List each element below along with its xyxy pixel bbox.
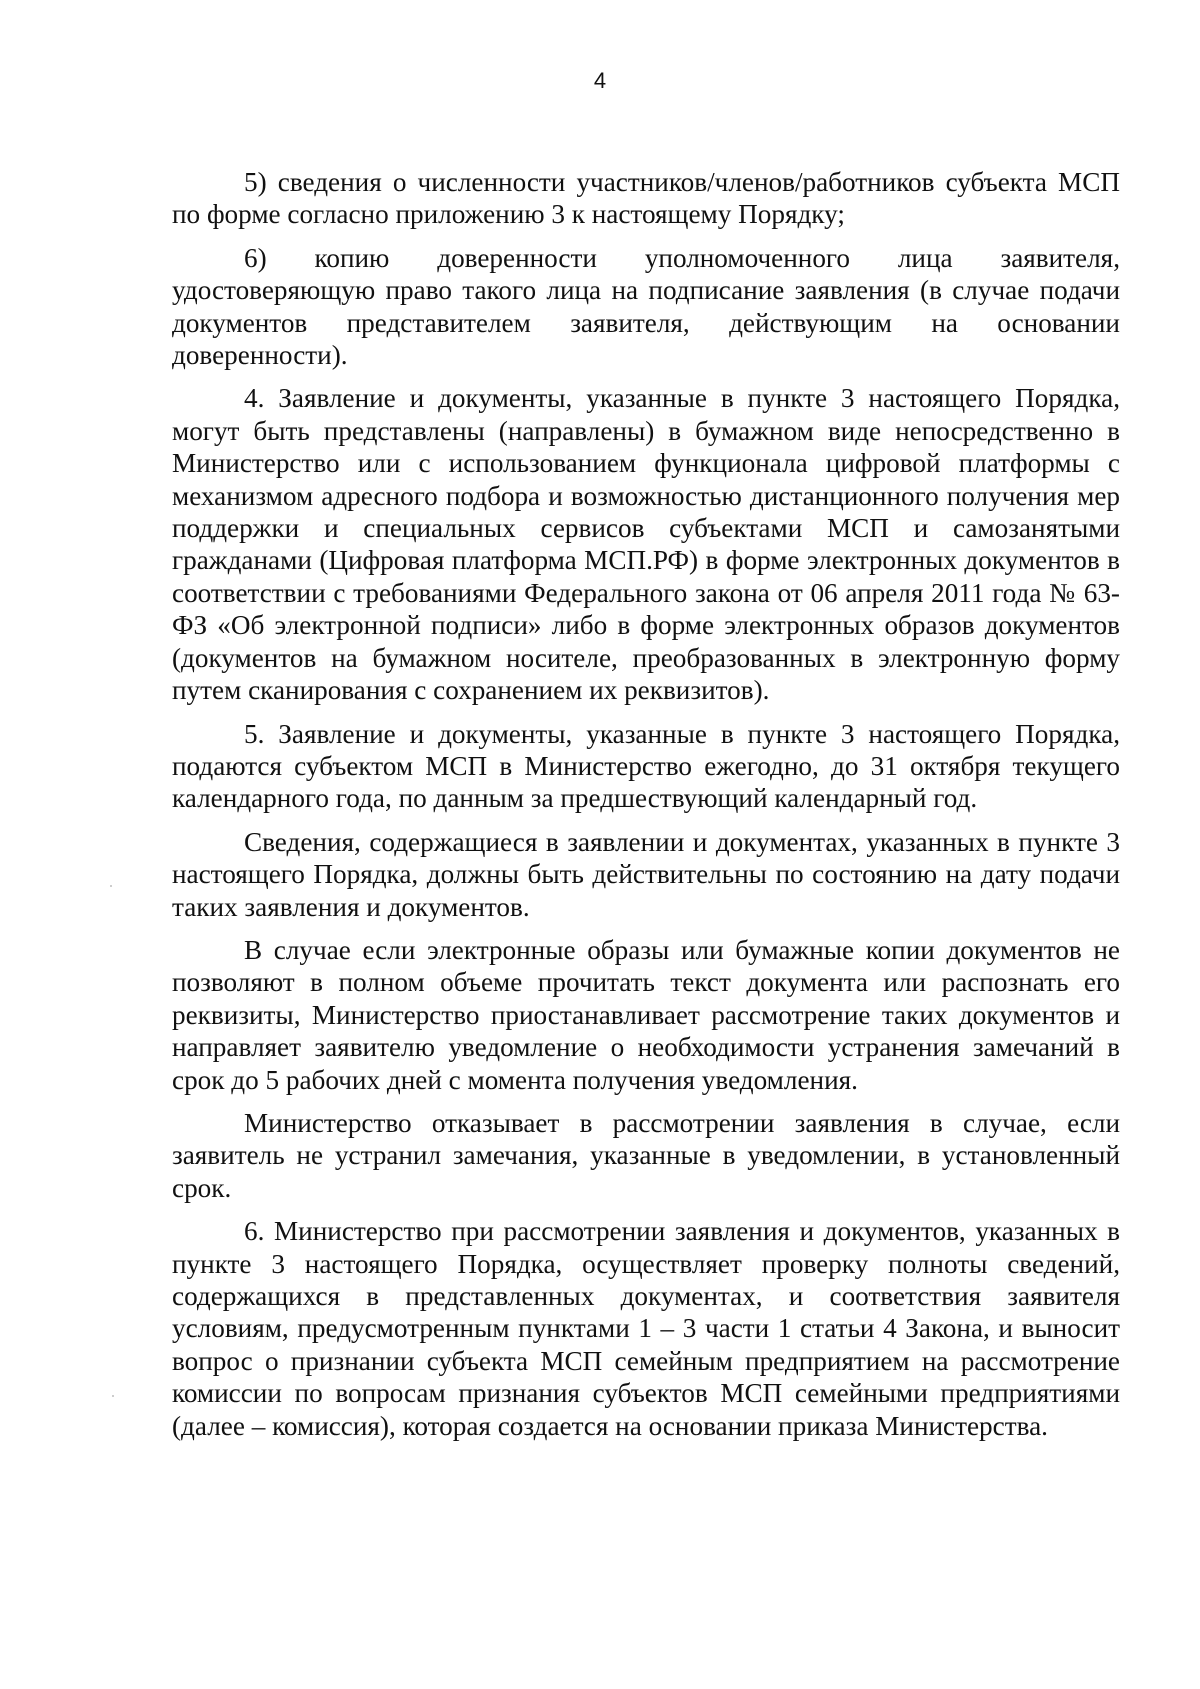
paragraph-suspension-of-review: В случае если электронные образы или бумажные копии документов не позволяют в полном объеме прочитать текст документа или распознать его реквизиты, Министерство приостанавливает рассмотрение таких документов и направляет заявителю уведомление о необходимости устранения замечаний в срок до 5 рабочих дней с момента получения уведомления.: [172, 934, 1120, 1095]
document-body: [172, 166, 1120, 1453]
page-number: 4: [593, 68, 607, 93]
paragraph-clause-4-submission-methods: 4. Заявление и документы, указанные в пункте 3 настоящего Порядка, могут быть представлены (направлены) в бумажном виде непосредственно в Министерство или с использованием функционала цифровой платформы с механизмом адресного подбора и возможностью дистанционного получения мер поддержки и специальных сервисов субъектами МСП и самозанятыми гражданами (Цифровая платформа МСП.РФ) в форме электронных документов в соответствии с требованиями Федерального закона от 06 апреля 2011 года № 63-ФЗ «Об электронной подписи» либо в форме электронных образов документов (документов на бумажном носителе, преобразованных в электронную форму путем сканирования с сохранением их реквизитов).: [172, 383, 1120, 706]
paragraph-clause-6-verification: 6. Министерство при рассмотрении заявления и документов, указанных в пункте 3 настоящего Порядка, осуществляет проверку полноты сведений, содержащихся в представленных документах, и соответствия заявителя условиям, предусмотренным пунктами 1 – 3 части 1 статьи 4 Закона, и выносит вопрос о признании субъекта МСП семейным предприятием на рассмотрение комиссии по вопросам признания субъектов МСП семейными предприятиями (далее – комиссия), которая создается на основании приказа Министерства.: [172, 1216, 1120, 1441]
scan-speck-mark: [110, 885, 112, 887]
paragraph-item-6-power-of-attorney: 6) копию доверенности уполномоченного лица заявителя, удостоверяющую право такого лица на подписание заявления (в случае подачи документов представителем заявителя, действующим на основании доверенности).: [172, 242, 1120, 371]
paragraph-refusal-of-review: Министерство отказывает в рассмотрении заявления в случае, если заявитель не устранил замечания, указанные в уведомлении, в установленный срок.: [172, 1107, 1120, 1203]
paragraph-clause-5-submission-deadline: 5. Заявление и документы, указанные в пункте 3 настоящего Порядка, подаются субъектом МСП в Министерство ежегодно, до 31 октября текущего календарного года, по данным за предшествующий календарный год.: [172, 718, 1120, 814]
scan-speck-mark: [112, 1395, 114, 1397]
paragraph-item-5-membership-info: 5) сведения о численности участников/членов/работников субъекта МСП по форме согласно приложению 3 к настоящему Порядку;: [172, 167, 1120, 230]
paragraph-information-validity: Сведения, содержащиеся в заявлении и документах, указанных в пункте 3 настоящего Порядка, должны быть действительны по состоянию на дату подачи таких заявления и документов.: [172, 826, 1120, 922]
